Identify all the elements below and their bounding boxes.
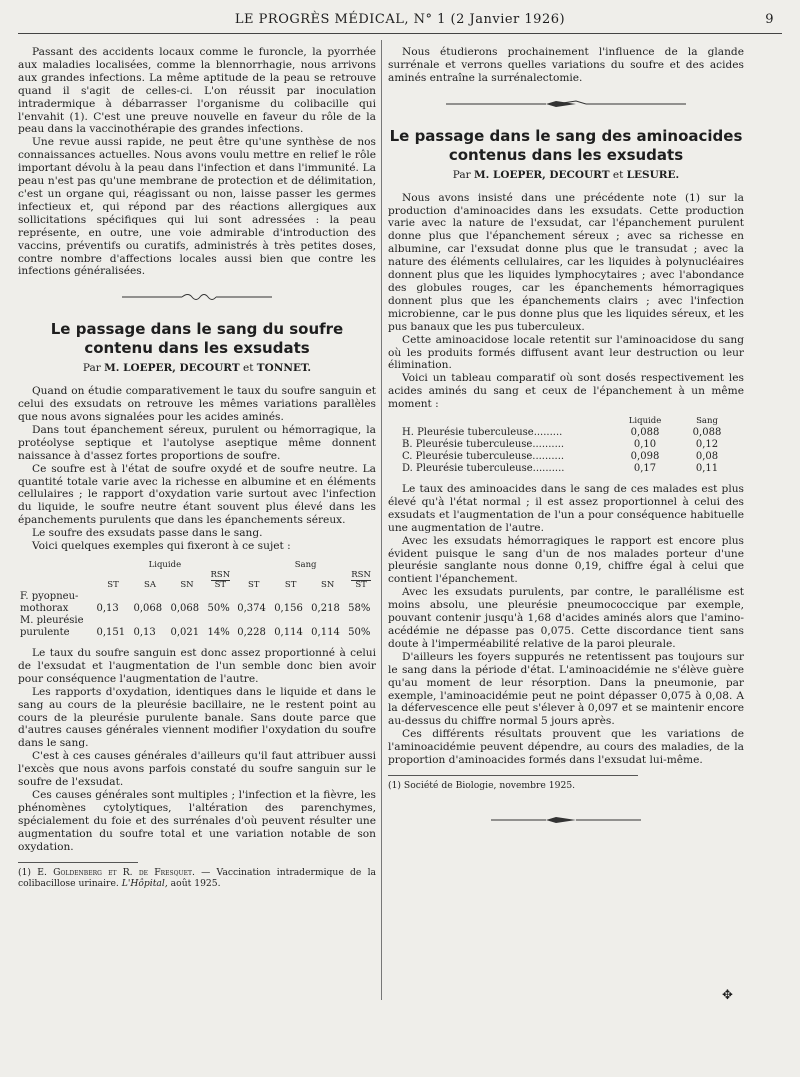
table-col-header-fraction: $\frac{\text{RSN}}{ST}$: [351, 570, 371, 590]
table-cell: 0,021: [170, 627, 200, 638]
paragraph: Voici un tableau comparatif où sont dosés respectivement les acides aminés du sang et ceux de l'épanchement à un même moment :: [388, 372, 744, 411]
table-col-header: ST: [284, 580, 297, 590]
paragraph: Ces différents résultats prouvent que les variations de l'aminoacidémie peuvent dépendre, au cours des maladies, de la proportion d'aminoacides formés dans l'exsudat lui-même.: [388, 728, 744, 767]
intro-paragraph: Une revue aussi rapide, ne peut être qu'une synthèse de nos connaissances actuelles. Nous avons voulu mettre en relief le rôle important dévolu à la peau dans l'infection et dans l'immunité. La peau n'est pas qu'une membrane de protection et de délimitation, c'est un organe qui, réagissant ou non, laisse passer les germes infectieux et, qui répond par des réactions allergiques aux sollicitations spécifiques qui lui sont adressées : la peau représente, en outre, une voie admirable d'introduction des vaccins, préventifs ou curatifs, administrés à très petites doses, contre nombre d'affections locales aussi bien que contre les infections généralisées.: [18, 136, 376, 278]
sulfur-table: [18, 559, 376, 639]
table-group-liquide: Liquide: [148, 560, 182, 570]
article-authors: Par M. LOEPER, DECOURT et TONNET.: [82, 362, 312, 375]
article-title: Le passage dans le sang du soufre contenu dans les exsudats: [50, 320, 344, 358]
table-cell: 0,156: [274, 603, 303, 614]
article-authors: Par M. LOEPER, DECOURT et LESURE.: [452, 168, 680, 181]
table-row: [400, 439, 738, 451]
paragraph: Ce soufre est à l'état de soufre oxydé et de soufre neutre. La quantité totale varie avec la richesse en albumine et en éléments cellulaires ; le rapport d'oxydation varie surtout avec l'infection du liquide, le soufre neutre étant souvent plus élevé dans les épanchements purulents que dans les épanchements séreux.: [18, 462, 376, 527]
paragraph: Dans tout épanchement séreux, purulent ou hémorragique, la protéolyse septique et l'autolyse aseptique même donnent naissance à d'assez fortes proportions de soufre.: [18, 423, 376, 462]
table-cell: 0,114: [311, 627, 340, 638]
footnote: (1) Société de Biologie, novembre 1925.: [388, 779, 576, 791]
table-col-header: SN: [180, 580, 194, 590]
paragraph: Ces causes générales sont multiples ; l'infection et la fièvre, les phénomènes cytolytiques, l'altération des parenchymes, spécialement du foie et des surrénales d'où peuvent résulter une augmentation du soufre total et une variation notable de son oxydation.: [18, 788, 376, 853]
row-label: F. pyopneu-: [20, 591, 79, 602]
table-cell: 0,17: [633, 463, 657, 475]
table-cell: 0,08: [695, 451, 719, 463]
table-cell: 58%: [348, 603, 371, 614]
table-row: [400, 463, 738, 475]
table-cell: 0,13: [133, 627, 156, 638]
table-cell: 0,068: [133, 603, 163, 614]
row-label: D. Pleurésie tuberculeuse..........: [402, 463, 565, 475]
article-sulfur: [18, 320, 376, 853]
paragraph: Le taux des aminoacides dans le sang de ces malades est plus élevé qu'à l'état normal ; il est assez proportionnel à celui des exsudats et l'augmentation de l'un a pour conséquence habituelle une augmentation de l'autre.: [388, 483, 744, 534]
table-cell: 0,228: [237, 627, 266, 638]
paragraph: Les rapports d'oxydation, identiques dans le liquide et dans le sang au cours de la pleurésie bacillaire, ne le restent point au cours de la pleurésie purulente banale. Sans doute parce que d'autres causes générales viennent modifier l'oxydation du soufre dans le sang.: [18, 685, 376, 750]
article-aminoacids: [388, 127, 744, 767]
footnote-rule: [388, 775, 638, 776]
table-cell: 0,088: [630, 427, 660, 439]
table-col-header: Liquide: [628, 416, 662, 427]
article-title: Le passage dans le sang des aminoacides contenus dans les exsudats: [389, 126, 743, 164]
table-cell: 0,151: [96, 627, 126, 638]
table-col-header: SN: [321, 580, 335, 590]
table-group-sang: Sang: [294, 560, 317, 570]
table-col-header: ST: [107, 580, 119, 590]
fleuron-icon: ✥: [722, 988, 733, 1003]
table-row: [18, 591, 376, 615]
row-label: purulente: [20, 627, 70, 638]
table-row: [18, 615, 376, 639]
header-rule: [18, 33, 782, 34]
table-cell: 0,098: [630, 451, 660, 463]
table-cell: 50%: [348, 627, 371, 638]
paragraph: Quand on étudie comparativement le taux du soufre sanguin et celui des exsudats on retrouve les mêmes variations parallèles que nous avons signalées pour les acides aminés.: [18, 385, 376, 424]
table-cell: 0,12: [695, 439, 719, 451]
table-cell: 0,068: [170, 603, 200, 614]
footnote: (1) E. Goldenberg et R. de Fresquet. — Vaccination intradermique de la colibacillose urinaire. L'Hôpital, août 1925.: [18, 866, 376, 889]
paragraph: Avec les exsudats purulents, par contre, le parallélisme est moins absolu, une pleurésie pneumococcique par exemple, pouvant contenir jusqu'à 1,68 d'acides aminés alors que l'amino-acédémie ne dépasse pas 0,075. Cette discordance tient sans doute à l'imperméabilité relative de la paroi pleurale.: [388, 586, 744, 650]
row-label: H. Pleurésie tuberculeuse.........: [402, 427, 563, 439]
row-label: mothorax: [20, 603, 69, 614]
table-cell: 0,114: [274, 627, 303, 638]
intro-paragraph: Passant des accidents locaux comme le furoncle, la pyorrhée aux maladies localisées, comme la blennorrhagie, nous arrivons aux grandes infections. La même aptitude de la peau se retrouve quand il s'agit de celles-ci. L'on réussit par inoculation intradermique à débarrasser l'organisme du colibacille qui l'envahit (1). C'est une preuve nouvelle en faveur du rôle de la peau dans la vaccinothérapie des grandes infections.: [18, 46, 376, 136]
journal-title: LE PROGRÈS MÉDICAL, N° 1 (2 Janvier 1926): [234, 12, 566, 27]
table-cell: 0,11: [695, 463, 719, 475]
paragraph: D'ailleurs les foyers suppurés ne retentissent pas toujours sur le sang dans la période d'état. L'aminoacidémie ne s'élève guère qu'au moment de leur résorption. Dans la pneumonie, par exemple, l'aminoacidémie peut ne point dépasser 0,075 à 0,08. A la défervescence elle peut s'élever à 0,097 et se maintenir encore au-dessus du chiffre normal 5 jours après.: [388, 650, 744, 728]
page-number: 9: [765, 12, 774, 27]
running-header: [18, 12, 782, 34]
column-divider: [381, 40, 382, 1000]
paragraph: C'est à ces causes générales d'ailleurs qu'il faut attribuer aussi l'excès que nous avons parfois constaté du soufre sanguin sur le soufre de l'exsudat.: [18, 750, 376, 789]
table-cell: 0,218: [311, 603, 340, 614]
paragraph: Cette aminoacidose locale retentit sur l'aminoacidose du sang où les produits formés diffusent avant leur destruction ou leur élimination.: [388, 333, 744, 372]
paragraph: Nous avons insisté dans une précédente note (1) sur la production d'aminoacides dans les exsudats. Cette production varie avec la nature de l'exsudat, car l'épanchement purulent donne plus que l'épanchement séreux ; avec sa richesse en albumine, car l'exsudat donne plus que le transudat ; avec la nature des éléments cellulaires, car les liquides à polynucléaires donnent plus que les liquides lymphocytaires ; avec l'abondance des globules rouges, car les épanchements hémorragiques donnent plus que les épanchements clairs ; avec l'infection microbienne, car le pus donne plus que les liquides séreux, et les pus banaux que les pus tuberculeux.: [388, 191, 744, 333]
table-col-header: Sang: [696, 416, 718, 427]
row-label: M. pleurésie: [20, 615, 84, 626]
footnote-rule: [18, 862, 138, 863]
table-cell: 0,088: [692, 427, 722, 439]
table-row: [400, 451, 738, 463]
left-column: [18, 46, 376, 889]
row-label: B. Pleurésie tuberculeuse..........: [402, 439, 565, 451]
paragraph: Voici quelques exemples qui fixeront à ce sujet :: [32, 540, 291, 553]
row-label: C. Pleurésie tuberculeuse..........: [402, 451, 565, 463]
table-cell: 50%: [207, 603, 230, 614]
paragraph: Le soufre des exsudats passe dans le sang.: [32, 527, 263, 540]
intro-paragraph: Nous étudierons prochainement l'influence de la glande surrénale et verrons quelles variations du soufre et des acides aminés entraîne la surrénalectomie.: [388, 46, 744, 84]
section-ornament: [18, 292, 376, 302]
aminoacid-table: [400, 415, 738, 475]
end-ornament: [388, 815, 744, 825]
table-cell: 14%: [207, 627, 230, 638]
table-cell: 0,374: [237, 603, 266, 614]
paragraph: Avec les exsudats hémorragiques le rapport est encore plus évident puisque le sang d'un de nos malades porteur d'une pleurésie sanglante nous donne 0,19, chiffre égal à celui que contient l'épanchement.: [388, 534, 744, 586]
section-ornament: [388, 99, 744, 109]
table-row: [400, 427, 738, 439]
table-col-header: ST: [247, 580, 260, 590]
paragraph: Le taux du soufre sanguin est donc assez proportionné à celui de l'exsudat et l'augmentation de l'un semble donc bien avoir pour conséquence l'augmentation de l'autre.: [18, 647, 376, 685]
table-cell: 0,13: [96, 603, 119, 614]
table-col-header: SA: [144, 580, 156, 590]
table-cell: 0,10: [633, 439, 657, 451]
right-column: [388, 46, 744, 843]
table-col-header-fraction: $\frac{\text{RSN}}{ST}$: [210, 570, 231, 590]
